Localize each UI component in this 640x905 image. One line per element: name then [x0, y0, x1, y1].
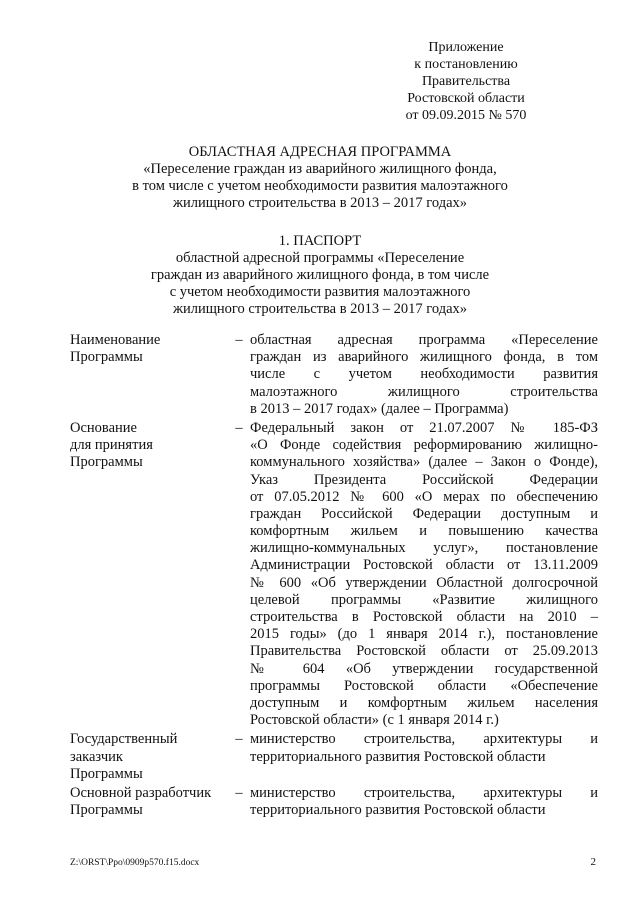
passport-row [70, 420, 598, 729]
row-value-line: территориального развития Ростовской области [250, 802, 546, 819]
footer-file-path: Z:\ORST\Ppo\0909p570.f15.docx [70, 858, 200, 868]
row-value-line: Указ Президента Российской Федерации [250, 471, 598, 488]
row-value-line: жилищно-коммунальных услуг», постановление [250, 540, 598, 557]
passport-line: областной адресной программы «Переселение [175, 250, 465, 266]
row-value-line: министерство строительства, архитектуры и [250, 731, 598, 748]
row-label-line: Основной разработчик [70, 784, 212, 801]
row-label-line: Программы [70, 454, 143, 471]
row-value-line: территориального развития Ростовской области [250, 748, 546, 765]
row-value-line: доступным и комфортным жильем населения [250, 694, 598, 711]
row-value-line: № 600 «Об утверждении Областной долгосрочной [250, 574, 598, 591]
title-line: «Переселение граждан из аварийного жилищного фонда, [143, 161, 497, 177]
row-value-line: комфортным жильем и повышению качества [250, 523, 598, 540]
row-value-line: № 604 «Об утверждении государственной [250, 660, 598, 677]
passport-line: с учетом необходимости развития малоэтажного [169, 284, 471, 300]
row-value-line: программы Ростовской области «Обеспечение [250, 677, 598, 694]
row-value-line: числе с учетом необходимости развития [250, 366, 598, 383]
row-value-line: граждан из аварийного жилищного фонда, в том [250, 349, 598, 366]
annex-line: от 09.09.2015 № 570 [405, 108, 527, 123]
title-line: ОБЛАСТНАЯ АДРЕСНАЯ ПРОГРАММА [188, 144, 452, 160]
row-dash: – [235, 332, 243, 348]
annex-line: Приложение [428, 40, 504, 55]
passport-row [70, 332, 598, 418]
annex-line: Ростовской области [407, 91, 525, 106]
row-dash: – [235, 419, 243, 436]
row-value-line: Правительства Ростовской области от 25.09.2013 [250, 643, 598, 660]
row-value [250, 785, 598, 819]
row-label-line: Государственный [70, 731, 178, 748]
title-line: жилищного строительства в 2013 – 2017 годах» [172, 195, 468, 211]
passport-table [70, 332, 598, 821]
row-value-line: граждан Российской Федерации доступным и [250, 505, 598, 522]
passport-line: граждан из аварийного жилищного фонда, в том числе [150, 267, 490, 283]
row-value-line: Ростовской области» (с 1 января 2014 г.) [250, 712, 499, 729]
row-label-line: Программы [70, 765, 143, 782]
row-dash: – [235, 731, 243, 748]
row-value-line: малоэтажного жилищного строительства [250, 383, 598, 400]
row-value-line: «О Фонде содействия реформированию жилищно- [250, 437, 598, 454]
row-value-line: областная адресная программа «Переселение [250, 332, 598, 348]
row-value [250, 420, 598, 729]
row-value-line: Администрации Ростовской области от 13.11.2009 [250, 557, 598, 574]
passport-line: 1. ПАСПОРТ [278, 233, 362, 249]
passport-row [70, 785, 598, 819]
row-label-line: Основание [70, 419, 137, 436]
passport-heading [60, 233, 580, 318]
row-label-line: Наименование [70, 332, 161, 348]
annex-line: к постановлению [414, 57, 518, 72]
row-value-line: коммунального хозяйства» (далее – Закон о Фонде), [250, 454, 598, 471]
row-value-line: целевой программы «Развитие жилищного [250, 591, 598, 608]
annex-block [366, 39, 566, 124]
row-value [250, 731, 598, 765]
row-label [70, 420, 228, 472]
row-value [250, 332, 598, 418]
row-value-line: строительства в Ростовской области на 2010 – [250, 609, 598, 625]
row-value-line: Федеральный закон от 21.07.2007 № 185-ФЗ [250, 419, 598, 436]
row-value-line: 2015 годы» (до 1 января 2014 г.), постановление [250, 626, 598, 643]
row-label [70, 785, 228, 819]
row-value-line: от 07.05.2012 № 600 «О мерах по обеспечению [250, 488, 598, 505]
title-line: в том числе с учетом необходимости развития малоэтажного [132, 178, 508, 194]
row-label [70, 332, 228, 366]
annex-line: Правительства [421, 74, 511, 89]
row-value-line: министерство строительства, архитектуры и [250, 784, 598, 801]
row-label [70, 731, 228, 783]
row-label-line: заказчик [70, 748, 123, 765]
row-value-line: в 2013 – 2017 годах» (далее – Программа) [250, 400, 509, 417]
row-label-line: для принятия [70, 437, 153, 454]
row-dash: – [235, 784, 243, 801]
program-title [60, 144, 580, 212]
passport-line: жилищного строительства в 2013 – 2017 годах» [172, 301, 468, 317]
page-number: 2 [590, 856, 596, 868]
passport-row [70, 731, 598, 783]
row-label-line: Программы [70, 349, 143, 366]
row-label-line: Программы [70, 802, 143, 819]
